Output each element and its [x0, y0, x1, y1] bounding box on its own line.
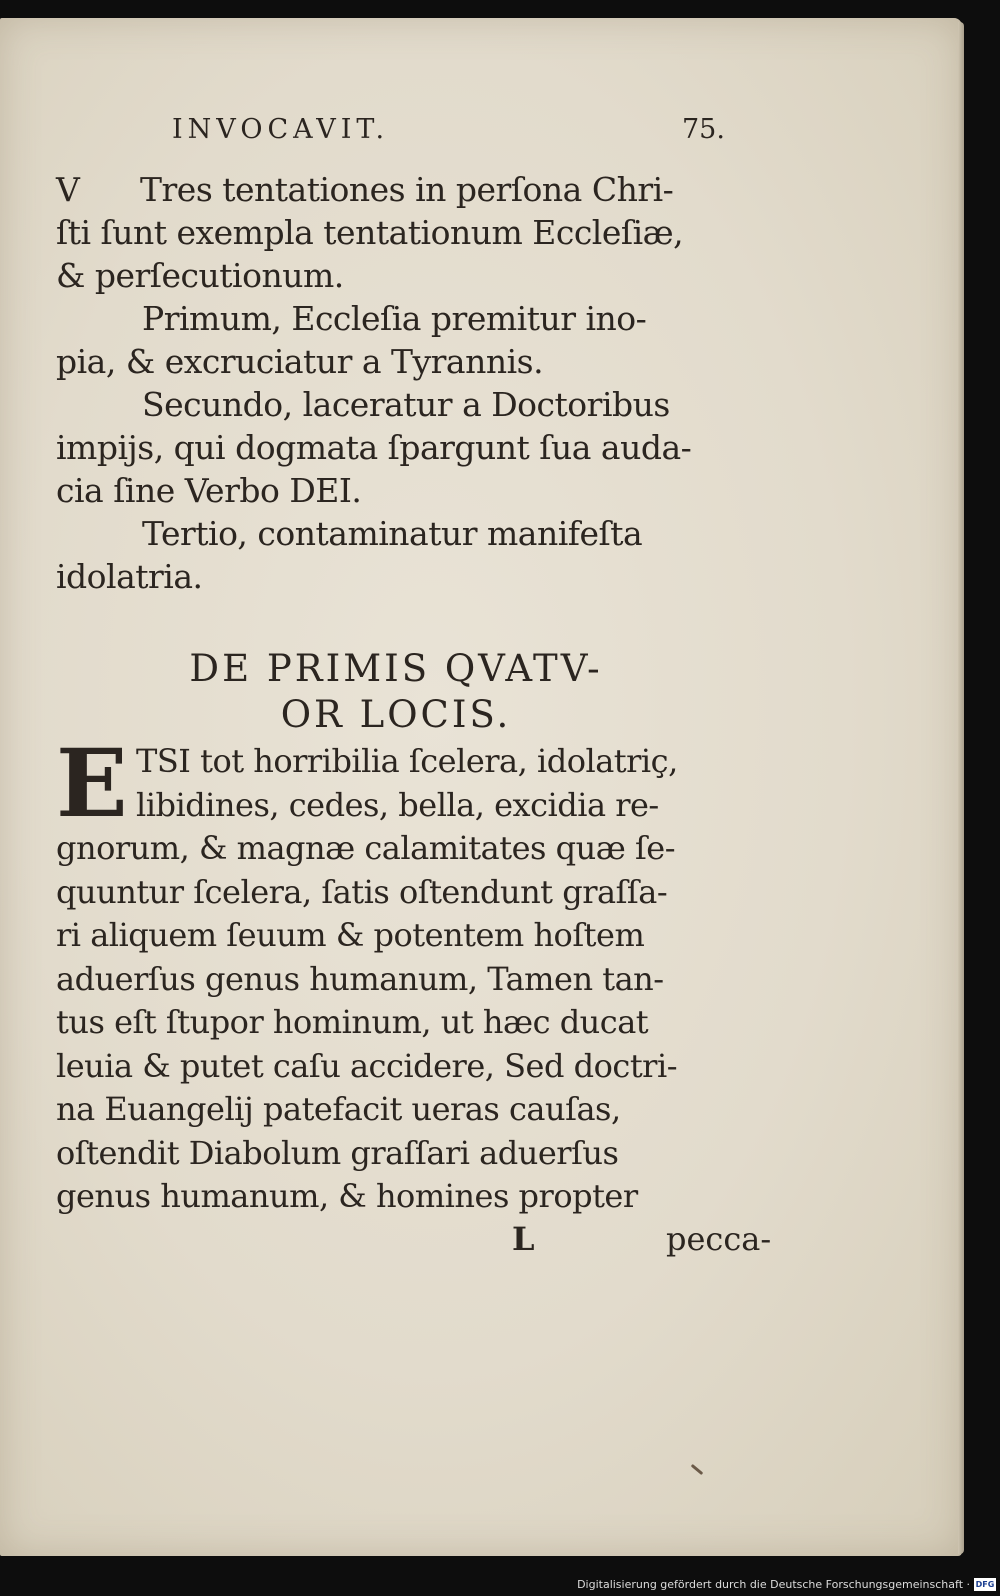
text-line: ri aliquem ſeuum & potentem hoſtem: [56, 916, 645, 954]
page-header: [0, 114, 962, 154]
funding-credit: Digitalisierung gefördert durch die Deutsche Forschungsgemeinschaft ·: [577, 1578, 970, 1591]
text-line: gnorum, & magnæ calamitates quæ ſe-: [56, 829, 676, 867]
text-line: TSI tot horribilia ſcelera, idolatriç,: [136, 742, 678, 780]
text-line: genus humanum, & homines propter: [56, 1177, 638, 1215]
text-line: leuia & putet caſu accidere, Sed doctri-: [56, 1046, 678, 1085]
section-heading: [56, 646, 736, 738]
paragraph-first-line: Secundo, laceratur a Doctoribus: [142, 385, 670, 424]
running-title: INVOCAVIT.: [172, 114, 390, 145]
text-line: tus eſt ſtupor hominum, ut hæc ducat: [56, 1003, 649, 1041]
page-edge: [958, 22, 964, 1554]
text-line: & perſecutionum.: [56, 256, 344, 295]
text-line: impijs, qui dogmata ſpargunt ſua auda-: [56, 428, 692, 467]
catchword: pecca-: [666, 1220, 772, 1258]
intro-text: [56, 168, 736, 598]
drop-cap: E: [56, 729, 128, 839]
signature-mark: L: [512, 1220, 535, 1258]
page-number: 75.: [682, 114, 725, 145]
paper-blemish: [691, 1464, 704, 1475]
heading-line: OR LOCIS.: [280, 693, 512, 736]
marginal-marker: V: [56, 170, 80, 209]
paragraph-first-line: Tertio, contaminatur manifeſta: [142, 514, 643, 553]
text-line: [56, 168, 736, 211]
text-line: aduerſus genus humanum, Tamen tan-: [56, 959, 664, 998]
book-page: [0, 18, 962, 1556]
section-text: [56, 729, 736, 1219]
text-line-content: Tres tentationes in perſona Chri-: [140, 170, 674, 209]
text-line: quuntur ſcelera, ſatis oſtendunt graſſa-: [56, 872, 668, 911]
footer-bar: [0, 1570, 1000, 1596]
paragraph-first-line: Primum, Eccleſia premitur ino-: [142, 299, 647, 338]
text-line: ſti ſunt exempla tentationum Eccleſiæ,: [56, 213, 684, 252]
text-line: idolatria.: [56, 557, 203, 596]
text-line: na Euangelij patefacit ueras cauſas,: [56, 1090, 621, 1128]
text-line: oſtendit Diabolum graſſari aduerſus: [56, 1133, 619, 1172]
text-line: cia ſine Verbo DEI.: [56, 471, 362, 510]
text-line: pia, & excruciatur a Tyrannis.: [56, 342, 544, 381]
dfg-logo-icon: DFG: [975, 1580, 995, 1589]
heading-line: DE PRIMIS QVATV-: [189, 647, 603, 690]
text-line: libidines, cedes, bella, excidia re-: [136, 785, 659, 824]
catchword-line: [56, 1220, 772, 1264]
